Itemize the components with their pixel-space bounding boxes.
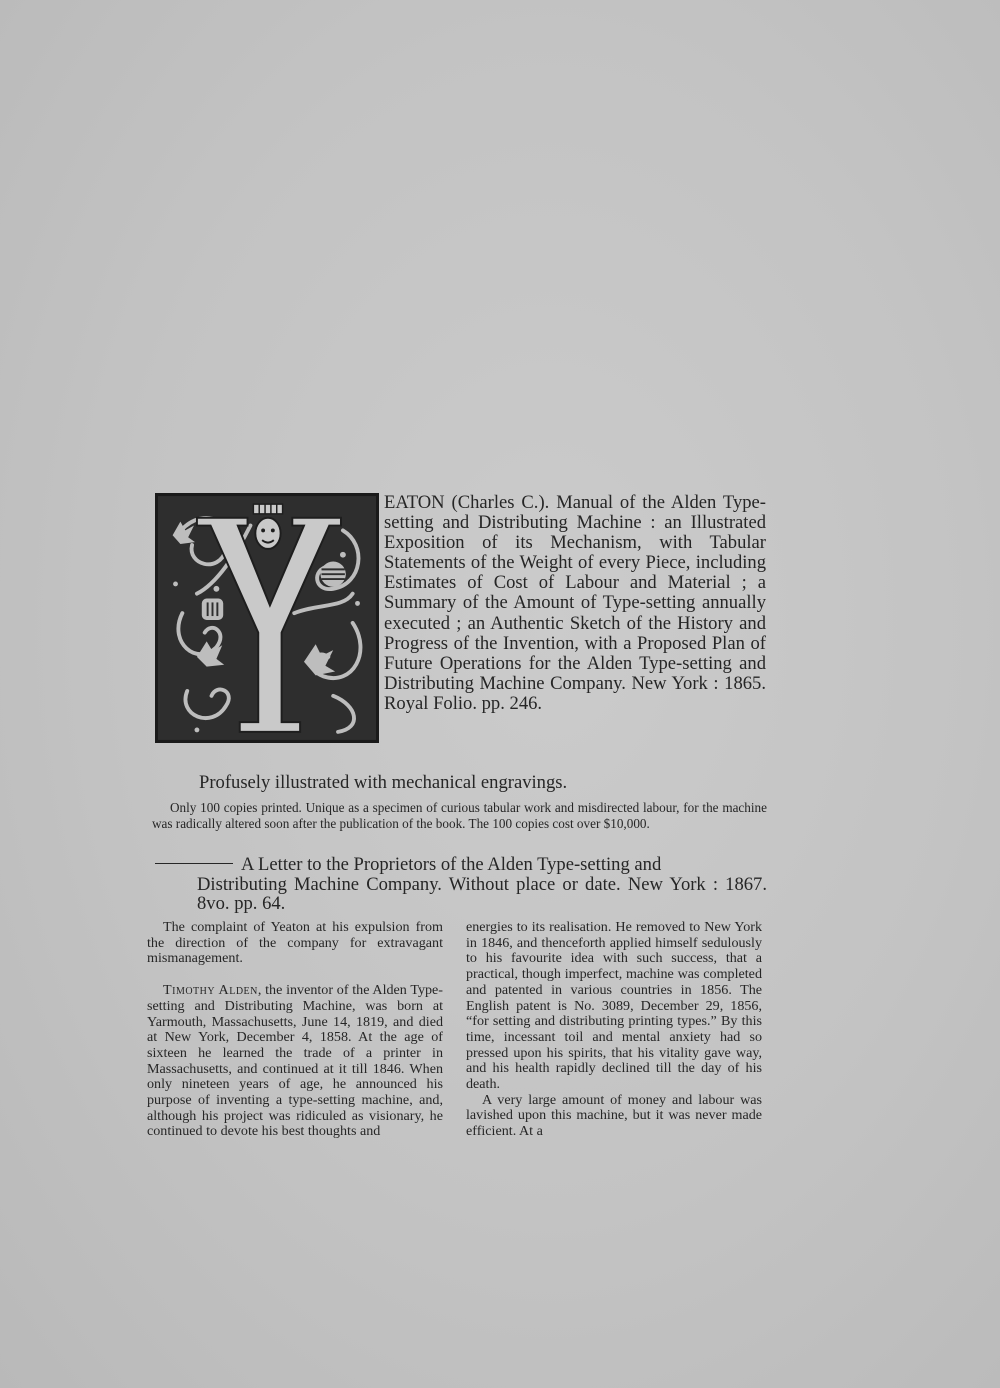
entry-yeaton-letter xyxy=(155,855,767,914)
left-column-paragraph-2-text: , the inventor of the Alden Type-setting and Distributing Machine, was born at Yarmouth, Massachusetts, June 14, 1819, and died at New York, December 4, 1858. At the age of sixteen he learned the trade of a printer in Massachusetts, and continued at it till 1846. When only nineteen years of age, he announced his purpose of inventing a type-setting machine, and, although his project was ridiculed as visionary, he continued to devote his best thoughts and xyxy=(147,982,443,1140)
left-column-paragraph-1: The complaint of Yeaton at his expulsion from the direction of the company for extravagant mismanagement. xyxy=(147,919,443,967)
entry-yeaton-letter-first-line xyxy=(155,855,767,875)
right-column xyxy=(466,920,762,1140)
decorative-initial-y xyxy=(155,493,379,743)
entry-yeaton-manual-text: EATON (Charles C.). Manual of the Alden Type-setting and Distributing Machine : an Illustrated Exposition of its Mechanism, with Tabular Statements of the Weight of every Piece, including Estimates of Cost of Labour and Material ; a Summary of the Amount of Type-setting annually executed ; an Authentic Sketch of the History and Progress of the Invention, with a Proposed Plan of Future Operations for the Alden Type-setting and Distributing Machine Company. New York : 1865. Royal Folio. pp. 246. xyxy=(384,492,766,714)
person-name: Timothy Alden xyxy=(163,982,258,999)
entry-yeaton-manual xyxy=(384,493,766,714)
initial-y-ornament-icon xyxy=(158,496,376,740)
right-column-paragraph-2: A very large amount of money and labour was lavished upon this machine, but it was never made efficient. At a xyxy=(466,1091,762,1140)
entry-yeaton-manual-last-line: Profusely illustrated with mechanical engravings. xyxy=(199,772,568,793)
left-column-paragraph-2 xyxy=(147,983,443,1140)
left-column xyxy=(147,920,443,1140)
entry-yeaton-letter-rest: Distributing Machine Company. Without place or date. New York : 1867. 8vo. pp. 64. xyxy=(197,873,767,914)
paragraph-gap xyxy=(147,967,443,983)
right-column-paragraph-1: energies to its realisation. He removed to New York in 1846, and thenceforth applied himself sedulously to his favourite idea with such success, that a practical, though imperfect, machine was completed and patented in various countries in 1856. The English patent is No. 3089, December 29, 1856, “for setting and distributing printing types.” By this time, incessant toil and mental anxiety had so pressed upon his spirits, that his vitality gave way, and his health rapidly declined till the day of his death. xyxy=(466,919,762,1093)
entry-yeaton-manual-note: Only 100 copies printed. Unique as a specimen of curious tabular work and misdirected labour, for the machine was radically altered soon after the publication of the book. The 100 copies cost over $10,000. xyxy=(152,800,767,831)
entry-yeaton-letter-title: A Letter to the Proprietors of the Alden Type-setting and xyxy=(241,854,662,875)
ditto-dash xyxy=(155,863,233,864)
